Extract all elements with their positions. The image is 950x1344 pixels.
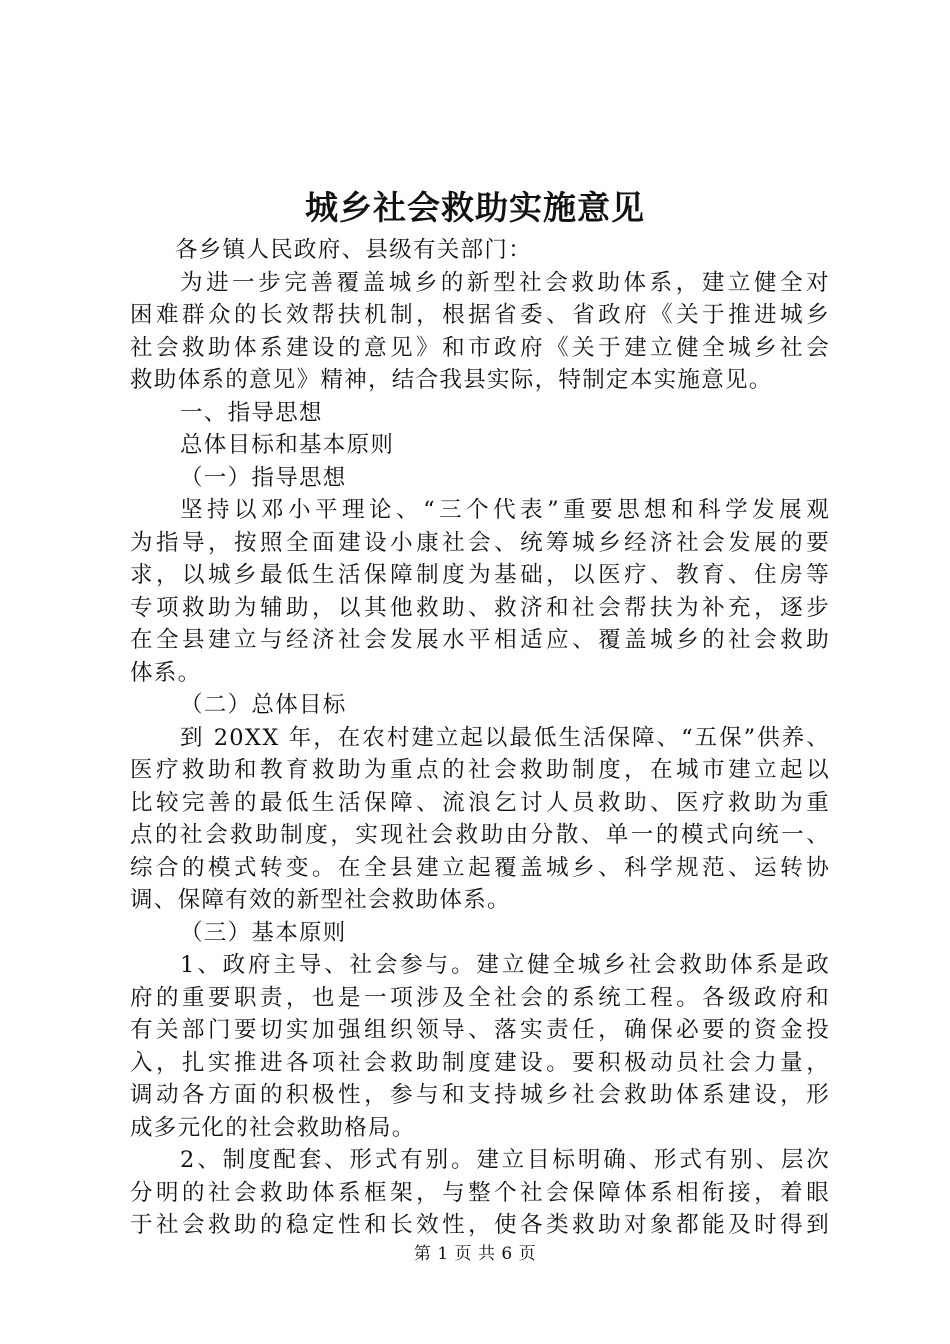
page-footer: 第 1 页 共 6 页 xyxy=(413,1244,537,1264)
text-line: 求，以城乡最低生活保障制度为基础，以医疗、教育、住房等 xyxy=(130,562,830,588)
text-line: 比较完善的最低生活保障、流浪乞讨人员救助、医疗救助为重 xyxy=(130,789,830,816)
text-line: 点的社会救助制度，实现社会救助由分散、单一的模式向统一、 xyxy=(130,822,830,848)
text-line: 总体目标和基本原则 xyxy=(180,432,395,458)
text-line: 于社会救助的稳定性和长效性，使各类救助对象都能及时得到 xyxy=(130,1212,830,1238)
text-line: 体系。 xyxy=(130,659,202,686)
text-line: 分明的社会救助体系框架，与整个社会保障体系相衔接，着眼 xyxy=(130,1179,830,1206)
text-line: 1、政府主导、社会参与。建立健全城乡社会救助体系是政 xyxy=(180,952,830,978)
text-line: 社会救助体系建设的意见》和市政府《关于建立健全城乡社会 xyxy=(130,334,830,361)
text-line: 调动各方面的积极性，参与和支持城乡社会救助体系建设，形 xyxy=(130,1082,830,1108)
text-line: 2、制度配套、形式有别。建立目标明确、形式有别、层次 xyxy=(180,1147,830,1173)
document-body xyxy=(130,234,830,1242)
text-line: 坚持以邓小平理论、“三个代表”重要思想和科学发展观 xyxy=(180,497,830,523)
text-line: 成多元化的社会救助格局。 xyxy=(130,1114,416,1141)
text-line: 为指导，按照全面建设小康社会、统筹城乡经济社会发展的要 xyxy=(130,529,830,556)
document-title: 城乡社会救助实施意见 xyxy=(305,188,645,227)
text-line: 在全县建立与经济社会发展水平相适应、覆盖城乡的社会救助 xyxy=(130,627,830,653)
text-line: （三）基本原则 xyxy=(180,919,347,946)
text-line: （一）指导思想 xyxy=(180,464,347,491)
text-line: 府的重要职责，也是一项涉及全社会的系统工程。各级政府和 xyxy=(130,984,830,1011)
text-line: 有关部门要切实加强组织领导、落实责任，确保必要的资金投 xyxy=(130,1017,830,1043)
text-line: 医疗救助和教育救助为重点的社会救助制度，在城市建立起以 xyxy=(130,757,830,783)
text-line: 综合的模式转变。在全县建立起覆盖城乡、科学规范、运转协 xyxy=(130,854,830,881)
text-line: 到 20XX 年，在农村建立起以最低生活保障、“五保”供养、 xyxy=(180,724,830,751)
text-line: 一、指导思想 xyxy=(180,399,323,426)
text-line: （二）总体目标 xyxy=(180,692,347,718)
text-line: 专项救助为辅助，以其他救助、救济和社会帮扶为补充，逐步 xyxy=(130,594,830,621)
text-line: 为进一步完善覆盖城乡的新型社会救助体系，建立健全对 xyxy=(180,269,830,296)
text-line: 各乡镇人民政府、县级有关部门： xyxy=(175,237,533,263)
text-line: 调、保障有效的新型社会救助体系。 xyxy=(130,887,511,913)
text-line: 救助体系的意见》精神，结合我县实际，特制定本实施意见。 xyxy=(130,367,773,393)
text-line: 入，扎实推进各项社会救助制度建设。要积极动员社会力量， xyxy=(130,1049,830,1076)
text-line: 困难群众的长效帮扶机制，根据省委、省政府《关于推进城乡 xyxy=(130,302,830,328)
